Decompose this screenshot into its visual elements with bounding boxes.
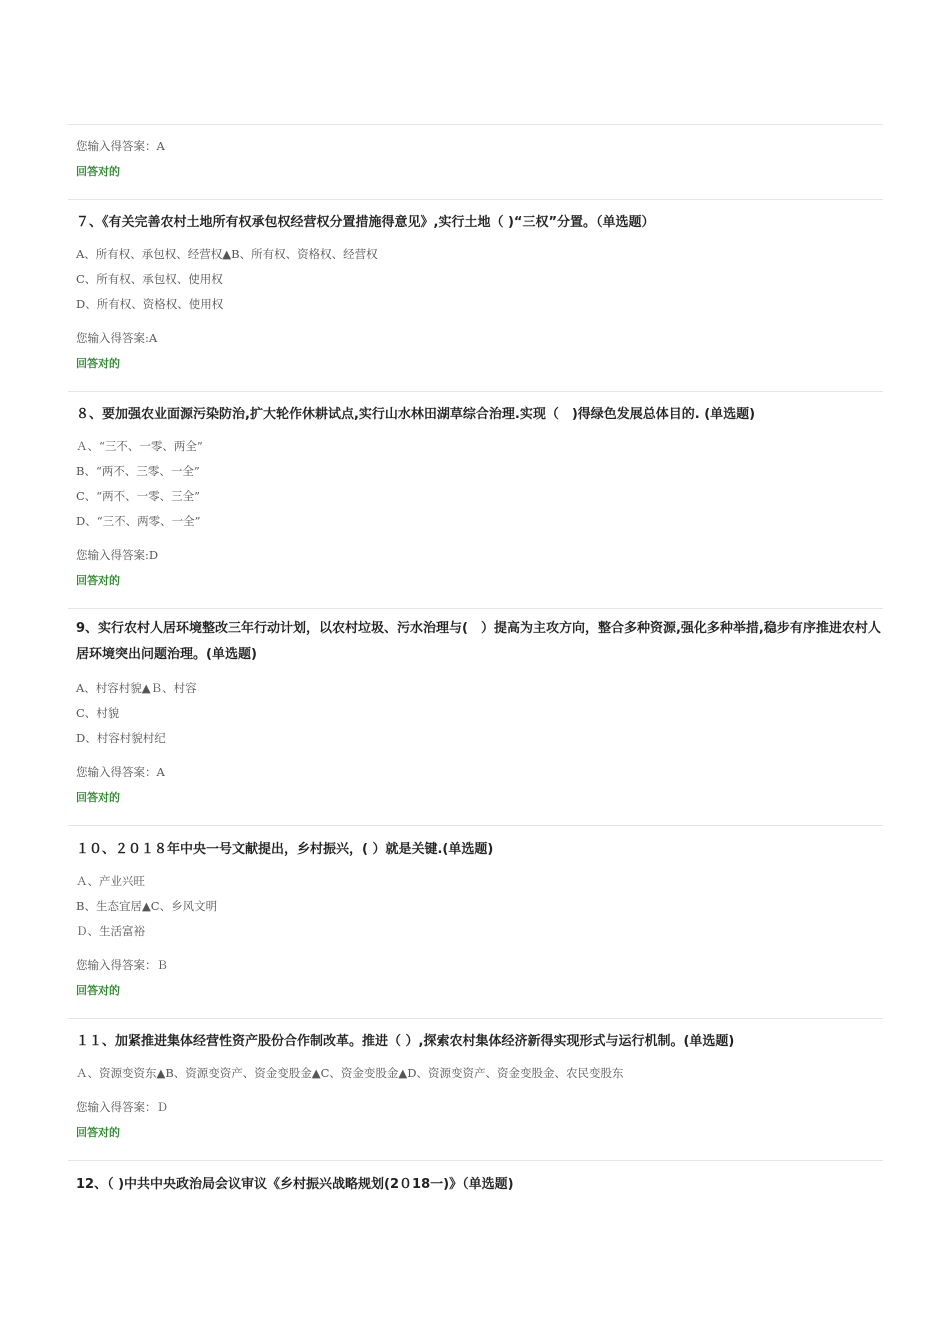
option-line[interactable]: C、所有权、承包权、使用权 [76, 272, 223, 286]
option-line[interactable]: A、村容村貌▲Ｂ、村容 [76, 681, 197, 695]
option-line[interactable]: B、“两不、三零、一全” [76, 464, 200, 478]
answer-result: 回答对的 [76, 1126, 120, 1139]
divider [68, 391, 883, 392]
question-title: 12、（ )中共中央政治局会议审议《乡村振兴战略规划(2０18一)》（单选题) [76, 1177, 514, 1192]
question-title: 9、实行农村人居环境整改三年行动计划，以农村垃圾、污水治理与( ）提高为主攻方向，整合多种资源,强化多种举措,稳步有序推进农村人居环境突出问题治理。(单选题) [76, 621, 881, 662]
answer-result: 回答对的 [76, 357, 120, 370]
option-line[interactable]: Ｄ、生活富裕 [76, 924, 145, 938]
your-answer: 您输入得答案:D [76, 548, 159, 562]
question-title: １１、加紧推进集体经营性资产股份合作制改革。推进（ ）,探索农村集体经济新得实现形式与运行机制。(单选题) [76, 1034, 735, 1049]
your-answer: 您输入得答案:A [76, 331, 158, 345]
option-line[interactable]: D、“三不、两零、一全” [76, 514, 201, 528]
answer-result: 回答对的 [76, 984, 120, 997]
question-title: １０、２０１８年中央一号文献提出，乡村振兴，( ）就是关键.(单选题) [76, 842, 494, 857]
option-line[interactable]: D、所有权、资格权、使用权 [76, 297, 224, 311]
divider [68, 608, 883, 609]
question-title: ８、要加强农业面源污染防治,扩大轮作休耕试点,实行山水林田湖草综合治理.实现（ )得绿色发展总体目的. (单选题) [76, 407, 756, 422]
your-answer: 您输入得答案：A [76, 765, 165, 779]
option-line[interactable]: Ａ、“三不、一零、两全” [76, 439, 203, 453]
option-line[interactable]: Ａ、资源变资东▲B、资源变资产、资金变股金▲C、资金变股金▲D、资源变资产、资金变股金、农民变股东 [76, 1066, 624, 1080]
option-line[interactable]: C、“两不、一零、三全” [76, 489, 201, 503]
question-title: ７、《有关完善农村土地所有权承包权经营权分置措施得意见》,实行土地（ )“三权”分置。（单选题） [76, 215, 655, 230]
option-line[interactable]: B、生态宜居▲C、乡风文明 [76, 899, 218, 913]
answer-result: 回答对的 [76, 574, 120, 587]
option-line[interactable]: C、村貌 [76, 706, 120, 720]
divider [68, 1018, 883, 1019]
divider [68, 1160, 883, 1161]
your-answer: 您输入得答案：A [76, 139, 165, 153]
divider [68, 199, 883, 200]
option-line[interactable]: D、村容村貌村纪 [76, 731, 166, 745]
divider [68, 825, 883, 826]
your-answer: 您输入得答案：Ｂ [76, 958, 168, 972]
option-line[interactable]: Ａ、产业兴旺 [76, 874, 145, 888]
answer-result: 回答对的 [76, 165, 120, 178]
option-line[interactable]: A、所有权、承包权、经营权▲B、所有权、资格权、经营权 [76, 247, 378, 261]
your-answer: 您输入得答案：Ｄ [76, 1100, 168, 1114]
divider [68, 124, 883, 125]
answer-result: 回答对的 [76, 791, 120, 804]
